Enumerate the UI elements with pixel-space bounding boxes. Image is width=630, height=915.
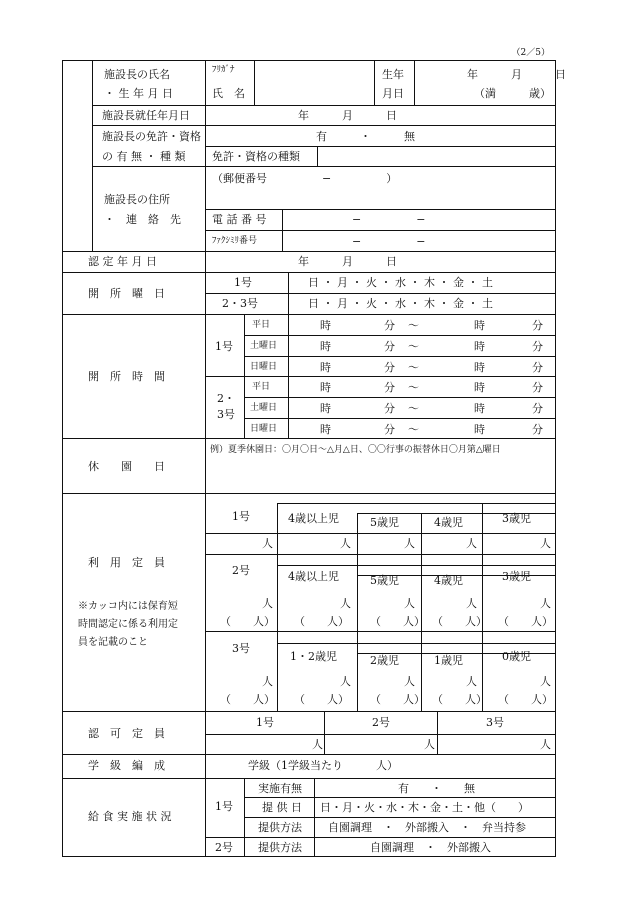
capacity-age-12: 1・2歳児 [290,650,337,663]
license-cap-no1: 1号 [256,716,274,729]
meals-method-value-2: 自園調理 ・ 外部搬入 [370,841,491,854]
capacity-person: 人 [404,675,415,688]
minute-unit: 分 [532,319,543,332]
tilde: 〜 [408,381,419,394]
license-cap-no3: 3号 [486,716,504,729]
capacity-person: 人 [466,597,477,610]
hours-row-weekday: 平日 [252,382,271,392]
address-label-1: 施設長の住所 [104,193,170,206]
capacity-short-count: （ 人） [220,615,275,628]
fax-dash: − − [352,235,426,248]
minute-unit: 分 [532,423,543,436]
hour-unit: 時 [474,402,485,415]
tilde: 〜 [408,423,419,436]
hours-no1: 1号 [215,340,233,353]
capacity-age-4: 4歳児 [434,574,463,587]
page-number: （2／5） [511,48,550,58]
capacity-person: 人 [466,537,477,550]
hour-unit: 時 [320,361,331,374]
hours-no23-a: 2・ [217,392,235,405]
capacity-person: 人 [404,537,415,550]
license-cap-person: 人 [424,738,435,751]
phone-label: 電 話 番 号 [212,213,267,226]
meals-days-label: 提 供 日 [262,801,302,814]
holiday-example: 例）夏季休園日：〇月〇日〜△月△日、〇〇行事の振替休日〇月第△曜日 [210,445,501,455]
hour-unit: 時 [474,340,485,353]
capacity-age-4plus: 4歳以上児 [288,570,339,583]
minute-unit: 分 [532,340,543,353]
application-form-table [62,60,566,857]
license-capacity-label: 認 可 定 員 [88,727,165,740]
appointed-date-label: 施設長就任年月日 [102,109,190,122]
minute-unit: 分 [384,423,395,436]
weekdays-1: 日 ・ 月 ・ 火 ・ 水 ・ 木 ・ 金 ・ 土 [308,276,493,289]
capacity-short-count: （ 人） [294,693,349,706]
name-label: 氏 名 [212,87,245,100]
capacity-short-count: （ 人） [432,693,487,706]
license-label-2: の 有 無 ・ 種 類 [102,150,186,163]
minute-unit: 分 [384,381,395,394]
tilde: 〜 [408,402,419,415]
hour-unit: 時 [474,423,485,436]
weekdays-2: 日 ・ 月 ・ 火 ・ 水 ・ 木 ・ 金 ・ 土 [308,297,493,310]
hours-no23-b: 3号 [217,408,235,421]
capacity-age-4plus: 4歳以上児 [288,512,339,525]
capacity-short-count: （ 人） [498,693,553,706]
capacity-short-count: （ 人） [220,693,275,706]
tilde: 〜 [408,319,419,332]
cert-date-value: 年 月 日 [298,255,397,268]
director-name-label-1: 施設長の氏名 [104,68,170,81]
birth-label-2: 月日 [382,87,404,100]
capacity-person: 人 [262,597,273,610]
meals-label: 給 食 実 施 状 況 [88,810,172,823]
license-value: 有 ・ 無 [316,130,415,143]
birth-label-1: 生年 [382,68,404,81]
cert-date-label: 認 定 年 月 日 [88,255,157,268]
meals-method-label: 提供方法 [258,821,302,834]
capacity-short-count: （ 人） [370,615,425,628]
capacity-no3: 3号 [232,642,250,655]
meals-no2: 2号 [215,841,233,854]
hour-unit: 時 [474,361,485,374]
capacity-age-1: 1歳児 [434,654,463,667]
hour-unit: 時 [320,381,331,394]
capacity-short-count: （ 人） [498,615,553,628]
capacity-age-3: 3歳児 [502,512,531,525]
capacity-age-0: 0歳児 [502,650,531,663]
birth-date-value: 年 月 日 [467,68,566,81]
hours-row-saturday: 土曜日 [250,403,278,413]
hours-row-saturday: 土曜日 [250,341,278,351]
capacity-person: 人 [340,675,351,688]
meals-impl-value: 有 ・ 無 [398,782,475,795]
director-name-label-2: ・ 生 年 月 日 [104,87,173,100]
license-kind-label: 免許・資格の種類 [212,150,300,163]
capacity-no1: 1号 [232,510,250,523]
license-cap-no2: 2号 [372,716,390,729]
meals-method-label-2: 提供方法 [258,841,302,854]
capacity-age-5: 5歳児 [370,516,399,529]
hours-row-weekday: 平日 [252,320,271,330]
hours-row-sunday: 日曜日 [250,424,278,434]
capacity-person: 人 [262,537,273,550]
capacity-short-count: （ 人） [432,615,487,628]
capacity-age-3: 3歳児 [502,570,531,583]
classes-value: 学級（1学級当たり 人） [248,759,398,772]
capacity-person: 人 [540,597,551,610]
postal-code: （郵便番号 − ） [212,172,398,185]
meals-days-value: 日・月・火・水・木・金・土・他（ ） [320,801,529,814]
capacity-note-2: 時間認定に係る利用定 [78,619,178,630]
minute-unit: 分 [532,381,543,394]
capacity-age-5: 5歳児 [370,574,399,587]
classes-label: 学 級 編 成 [88,759,165,772]
hours-row-sunday: 日曜日 [250,362,278,372]
age-value: （満 歳） [474,87,551,100]
license-cap-person: 人 [540,738,551,751]
holiday-label: 休 園 日 [88,460,165,473]
capacity-no2: 2号 [232,564,250,577]
capacity-label: 利 用 定 員 [88,556,165,569]
capacity-person: 人 [466,675,477,688]
tilde: 〜 [408,361,419,374]
capacity-person: 人 [340,537,351,550]
open-days-no1: 1号 [234,276,252,289]
minute-unit: 分 [384,402,395,415]
hour-unit: 時 [320,319,331,332]
capacity-short-count: （ 人） [370,693,425,706]
tilde: 〜 [408,340,419,353]
meals-impl-label: 実施有無 [258,782,302,795]
hour-unit: 時 [474,319,485,332]
fax-label: ﾌｧｸｼﾐﾘ番号 [212,236,258,246]
capacity-person: 人 [540,675,551,688]
capacity-person: 人 [340,597,351,610]
minute-unit: 分 [384,361,395,374]
hour-unit: 時 [320,340,331,353]
capacity-short-count: （ 人） [294,615,349,628]
capacity-age-4: 4歳児 [434,516,463,529]
minute-unit: 分 [384,340,395,353]
address-label-2: ・ 連 絡 先 [104,213,181,226]
phone-dash: − − [352,213,426,226]
capacity-age-2: 2歳児 [370,654,399,667]
furigana-label: ﾌﾘｶﾞﾅ [212,65,235,75]
meals-method-value-1: 自園調理 ・ 外部搬入 ・ 弁当持参 [328,821,526,834]
meals-no1: 1号 [215,800,233,813]
capacity-note-3: 員を記載のこと [78,637,148,648]
minute-unit: 分 [532,361,543,374]
minute-unit: 分 [384,319,395,332]
capacity-person: 人 [404,597,415,610]
capacity-person: 人 [540,537,551,550]
license-label-1: 施設長の免許・資格 [102,130,201,143]
hour-unit: 時 [320,423,331,436]
open-hours-label: 開 所 時 間 [88,370,165,383]
minute-unit: 分 [532,402,543,415]
appointed-date-value: 年 月 日 [298,109,397,122]
capacity-person: 人 [262,675,273,688]
hour-unit: 時 [320,402,331,415]
capacity-note-1: ※カッコ内には保育短 [78,601,178,612]
license-cap-person: 人 [312,738,323,751]
open-days-label: 開 所 曜 日 [88,287,165,300]
hour-unit: 時 [474,381,485,394]
open-days-no23: 2・3号 [222,297,258,310]
